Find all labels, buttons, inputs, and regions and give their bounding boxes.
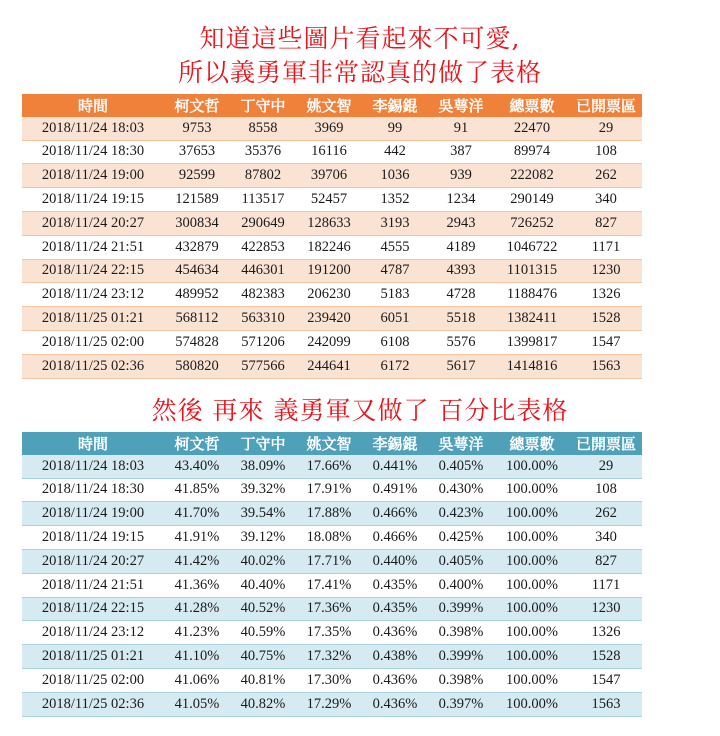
time-cell: 2018/11/24 19:15 (22, 526, 164, 550)
ting-shou-chung-cell: 113517 (230, 188, 296, 212)
total-votes-cell: 100.00% (494, 526, 570, 550)
header-row (22, 94, 642, 117)
header-ting-shou-chung: 丁守中 (240, 434, 286, 453)
time-cell: 2018/11/25 02:00 (22, 330, 164, 354)
precincts-counted-cell: 1171 (570, 573, 642, 597)
ko-wen-je-cell: 41.06% (164, 668, 230, 692)
ting-shou-chung-cell: 39.32% (230, 478, 296, 502)
ting-shou-chung-cell: 39.12% (230, 526, 296, 550)
ting-shou-chung-cell: 40.82% (230, 692, 296, 716)
li-hsi-kun-cell: 6108 (362, 330, 428, 354)
wu-o-yang-cell: 0.398% (428, 621, 494, 645)
total-votes-cell: 222082 (494, 164, 570, 188)
li-hsi-kun-cell: 3193 (362, 211, 428, 235)
li-hsi-kun-cell: 4787 (362, 259, 428, 283)
table-row (22, 354, 642, 378)
wu-o-yang-cell: 2943 (428, 211, 494, 235)
precincts-counted-cell: 340 (570, 526, 642, 550)
wu-o-yang-cell: 4393 (428, 259, 494, 283)
time-cell: 2018/11/24 18:30 (22, 478, 164, 502)
ko-wen-je-cell: 41.42% (164, 549, 230, 573)
header-ting-shou-chung: 丁守中 (240, 96, 286, 115)
header-precincts-counted: 已開票區 (575, 96, 636, 115)
precincts-counted-cell: 262 (570, 164, 642, 188)
ting-shou-chung-cell: 577566 (230, 354, 296, 378)
ting-shou-chung-cell: 8558 (230, 117, 296, 140)
ko-wen-je-cell: 41.28% (164, 597, 230, 621)
li-hsi-kun-cell: 0.441% (362, 455, 428, 478)
table-row (22, 211, 642, 235)
precincts-counted-cell: 108 (570, 478, 642, 502)
table-row (22, 283, 642, 307)
ting-shou-chung-cell: 40.02% (230, 549, 296, 573)
title-line-3: 然後 再來 義勇軍又做了 百分比表格 (151, 396, 569, 425)
li-hsi-kun-cell: 0.436% (362, 692, 428, 716)
ting-shou-chung-cell: 87802 (230, 164, 296, 188)
time-cell: 2018/11/25 02:00 (22, 668, 164, 692)
ko-wen-je-cell: 432879 (164, 235, 230, 259)
total-votes-cell: 1382411 (494, 307, 570, 331)
header-row (22, 432, 642, 455)
total-votes-cell: 22470 (494, 117, 570, 140)
wu-o-yang-cell: 5518 (428, 307, 494, 331)
ting-shou-chung-cell: 422853 (230, 235, 296, 259)
ko-wen-je-cell: 43.40% (164, 455, 230, 478)
yao-wen-chih-cell: 128633 (296, 211, 362, 235)
header-li-hsi-kun: 李錫錕 (372, 434, 418, 453)
time-cell: 2018/11/24 23:12 (22, 621, 164, 645)
ko-wen-je-cell: 37653 (164, 140, 230, 164)
time-cell: 2018/11/25 01:21 (22, 645, 164, 669)
table-row (22, 307, 642, 331)
vote-percentage-table (22, 432, 642, 717)
table-row (22, 692, 642, 716)
time-cell: 2018/11/24 22:15 (22, 597, 164, 621)
precincts-counted-cell: 1326 (570, 283, 642, 307)
table-row (22, 645, 642, 669)
wu-o-yang-cell: 0.399% (428, 645, 494, 669)
ko-wen-je-cell: 489952 (164, 283, 230, 307)
yao-wen-chih-cell: 3969 (296, 117, 362, 140)
table-row (22, 140, 642, 164)
ko-wen-je-cell: 580820 (164, 354, 230, 378)
precincts-counted-cell: 1326 (570, 621, 642, 645)
li-hsi-kun-cell: 99 (362, 117, 428, 140)
yao-wen-chih-cell: 39706 (296, 164, 362, 188)
time-cell: 2018/11/24 18:03 (22, 455, 164, 478)
li-hsi-kun-cell: 0.436% (362, 668, 428, 692)
total-votes-cell: 1046722 (494, 235, 570, 259)
li-hsi-kun-cell: 0.438% (362, 645, 428, 669)
ting-shou-chung-cell: 482383 (230, 283, 296, 307)
yao-wen-chih-cell: 17.66% (296, 455, 362, 478)
li-hsi-kun-cell: 0.436% (362, 621, 428, 645)
time-cell: 2018/11/24 21:51 (22, 235, 164, 259)
total-votes-cell: 100.00% (494, 645, 570, 669)
yao-wen-chih-cell: 17.30% (296, 668, 362, 692)
wu-o-yang-cell: 0.400% (428, 573, 494, 597)
header-time: 時間 (77, 434, 108, 453)
ting-shou-chung-cell: 39.54% (230, 502, 296, 526)
total-votes-cell: 1188476 (494, 283, 570, 307)
wu-o-yang-cell: 0.397% (428, 692, 494, 716)
time-cell: 2018/11/25 02:36 (22, 354, 164, 378)
ko-wen-je-cell: 41.91% (164, 526, 230, 550)
total-votes-cell: 1399817 (494, 330, 570, 354)
li-hsi-kun-cell: 4555 (362, 235, 428, 259)
yao-wen-chih-cell: 182246 (296, 235, 362, 259)
precincts-counted-cell: 340 (570, 188, 642, 212)
time-cell: 2018/11/24 19:00 (22, 502, 164, 526)
li-hsi-kun-cell: 0.440% (362, 549, 428, 573)
ting-shou-chung-cell: 446301 (230, 259, 296, 283)
ting-shou-chung-cell: 35376 (230, 140, 296, 164)
header-yao-wen-chih: 姚文智 (306, 96, 352, 115)
table-row (22, 455, 642, 478)
precincts-counted-cell: 1230 (570, 259, 642, 283)
ting-shou-chung-cell: 40.75% (230, 645, 296, 669)
total-votes-cell: 100.00% (494, 455, 570, 478)
ting-shou-chung-cell: 40.40% (230, 573, 296, 597)
total-votes-cell: 100.00% (494, 549, 570, 573)
header-ko-wen-je: 柯文哲 (174, 96, 220, 115)
table-row (22, 597, 642, 621)
total-votes-cell: 726252 (494, 211, 570, 235)
table-row (22, 330, 642, 354)
header-yao-wen-chih: 姚文智 (306, 434, 352, 453)
precincts-counted-cell: 827 (570, 211, 642, 235)
precincts-counted-cell: 108 (570, 140, 642, 164)
table-row (22, 502, 642, 526)
time-cell: 2018/11/24 21:51 (22, 573, 164, 597)
time-cell: 2018/11/25 01:21 (22, 307, 164, 331)
ko-wen-je-cell: 41.05% (164, 692, 230, 716)
time-cell: 2018/11/24 19:00 (22, 164, 164, 188)
yao-wen-chih-cell: 17.41% (296, 573, 362, 597)
precincts-counted-cell: 29 (570, 455, 642, 478)
ting-shou-chung-cell: 40.81% (230, 668, 296, 692)
ko-wen-je-cell: 454634 (164, 259, 230, 283)
table-row (22, 478, 642, 502)
ko-wen-je-cell: 41.10% (164, 645, 230, 669)
wu-o-yang-cell: 0.398% (428, 668, 494, 692)
precincts-counted-cell: 1547 (570, 668, 642, 692)
ting-shou-chung-cell: 571206 (230, 330, 296, 354)
ko-wen-je-cell: 41.85% (164, 478, 230, 502)
title-line-2: 所以義勇軍非常認真的做了表格 (177, 58, 542, 87)
yao-wen-chih-cell: 17.35% (296, 621, 362, 645)
header-wu-o-yang: 吳萼洋 (438, 434, 484, 453)
li-hsi-kun-cell: 0.435% (362, 573, 428, 597)
header-ko-wen-je: 柯文哲 (174, 434, 220, 453)
total-votes-cell: 1101315 (494, 259, 570, 283)
wu-o-yang-cell: 0.423% (428, 502, 494, 526)
total-votes-cell: 100.00% (494, 478, 570, 502)
ting-shou-chung-cell: 38.09% (230, 455, 296, 478)
table-row (22, 259, 642, 283)
li-hsi-kun-cell: 0.466% (362, 526, 428, 550)
time-cell: 2018/11/24 23:12 (22, 283, 164, 307)
time-cell: 2018/11/24 19:15 (22, 188, 164, 212)
ko-wen-je-cell: 9753 (164, 117, 230, 140)
ko-wen-je-cell: 41.23% (164, 621, 230, 645)
wu-o-yang-cell: 0.430% (428, 478, 494, 502)
table-row (22, 117, 642, 140)
ko-wen-je-cell: 41.70% (164, 502, 230, 526)
wu-o-yang-cell: 5617 (428, 354, 494, 378)
table-row (22, 188, 642, 212)
total-votes-cell: 100.00% (494, 692, 570, 716)
yao-wen-chih-cell: 242099 (296, 330, 362, 354)
yao-wen-chih-cell: 17.91% (296, 478, 362, 502)
table-row (22, 235, 642, 259)
yao-wen-chih-cell: 17.36% (296, 597, 362, 621)
time-cell: 2018/11/25 02:36 (22, 692, 164, 716)
precincts-counted-cell: 1563 (570, 354, 642, 378)
ko-wen-je-cell: 568112 (164, 307, 230, 331)
li-hsi-kun-cell: 1352 (362, 188, 428, 212)
time-cell: 2018/11/24 18:30 (22, 140, 164, 164)
table-row (22, 668, 642, 692)
precincts-counted-cell: 29 (570, 117, 642, 140)
ko-wen-je-cell: 41.36% (164, 573, 230, 597)
li-hsi-kun-cell: 5183 (362, 283, 428, 307)
time-cell: 2018/11/24 22:15 (22, 259, 164, 283)
ting-shou-chung-cell: 290649 (230, 211, 296, 235)
wu-o-yang-cell: 4189 (428, 235, 494, 259)
total-votes-cell: 290149 (494, 188, 570, 212)
wu-o-yang-cell: 91 (428, 117, 494, 140)
ko-wen-je-cell: 92599 (164, 164, 230, 188)
li-hsi-kun-cell: 6051 (362, 307, 428, 331)
wu-o-yang-cell: 1234 (428, 188, 494, 212)
li-hsi-kun-cell: 0.466% (362, 502, 428, 526)
header-wu-o-yang: 吳萼洋 (438, 96, 484, 115)
precincts-counted-cell: 1528 (570, 307, 642, 331)
yao-wen-chih-cell: 17.71% (296, 549, 362, 573)
li-hsi-kun-cell: 0.435% (362, 597, 428, 621)
table-row (22, 549, 642, 573)
ko-wen-je-cell: 121589 (164, 188, 230, 212)
time-cell: 2018/11/24 20:27 (22, 211, 164, 235)
ting-shou-chung-cell: 40.52% (230, 597, 296, 621)
yao-wen-chih-cell: 17.29% (296, 692, 362, 716)
precincts-counted-cell: 1171 (570, 235, 642, 259)
li-hsi-kun-cell: 6172 (362, 354, 428, 378)
total-votes-cell: 100.00% (494, 668, 570, 692)
title-line-1: 知道這些圖片看起來不可愛, (199, 24, 521, 53)
li-hsi-kun-cell: 0.491% (362, 478, 428, 502)
yao-wen-chih-cell: 17.32% (296, 645, 362, 669)
ko-wen-je-cell: 300834 (164, 211, 230, 235)
yao-wen-chih-cell: 18.08% (296, 526, 362, 550)
yao-wen-chih-cell: 52457 (296, 188, 362, 212)
wu-o-yang-cell: 0.399% (428, 597, 494, 621)
ko-wen-je-cell: 574828 (164, 330, 230, 354)
wu-o-yang-cell: 4728 (428, 283, 494, 307)
wu-o-yang-cell: 387 (428, 140, 494, 164)
yao-wen-chih-cell: 17.88% (296, 502, 362, 526)
li-hsi-kun-cell: 442 (362, 140, 428, 164)
yao-wen-chih-cell: 16116 (296, 140, 362, 164)
precincts-counted-cell: 1230 (570, 597, 642, 621)
wu-o-yang-cell: 5576 (428, 330, 494, 354)
vote-count-table (22, 94, 642, 379)
yao-wen-chih-cell: 191200 (296, 259, 362, 283)
total-votes-cell: 100.00% (494, 573, 570, 597)
wu-o-yang-cell: 0.405% (428, 549, 494, 573)
header-time: 時間 (77, 96, 108, 115)
time-cell: 2018/11/24 20:27 (22, 549, 164, 573)
li-hsi-kun-cell: 1036 (362, 164, 428, 188)
table-row (22, 573, 642, 597)
table-row (22, 164, 642, 188)
precincts-counted-cell: 262 (570, 502, 642, 526)
yao-wen-chih-cell: 239420 (296, 307, 362, 331)
yao-wen-chih-cell: 244641 (296, 354, 362, 378)
ting-shou-chung-cell: 563310 (230, 307, 296, 331)
precincts-counted-cell: 1563 (570, 692, 642, 716)
precincts-counted-cell: 827 (570, 549, 642, 573)
wu-o-yang-cell: 0.405% (428, 455, 494, 478)
table-row (22, 621, 642, 645)
header-total-votes: 總票數 (509, 434, 555, 453)
header-total-votes: 總票數 (509, 96, 555, 115)
total-votes-cell: 100.00% (494, 597, 570, 621)
total-votes-cell: 1414816 (494, 354, 570, 378)
total-votes-cell: 100.00% (494, 502, 570, 526)
total-votes-cell: 89974 (494, 140, 570, 164)
precincts-counted-cell: 1547 (570, 330, 642, 354)
table-row (22, 526, 642, 550)
precincts-counted-cell: 1528 (570, 645, 642, 669)
time-cell: 2018/11/24 18:03 (22, 117, 164, 140)
header-li-hsi-kun: 李錫錕 (372, 96, 418, 115)
total-votes-cell: 100.00% (494, 621, 570, 645)
ting-shou-chung-cell: 40.59% (230, 621, 296, 645)
wu-o-yang-cell: 939 (428, 164, 494, 188)
wu-o-yang-cell: 0.425% (428, 526, 494, 550)
yao-wen-chih-cell: 206230 (296, 283, 362, 307)
header-precincts-counted: 已開票區 (575, 434, 636, 453)
